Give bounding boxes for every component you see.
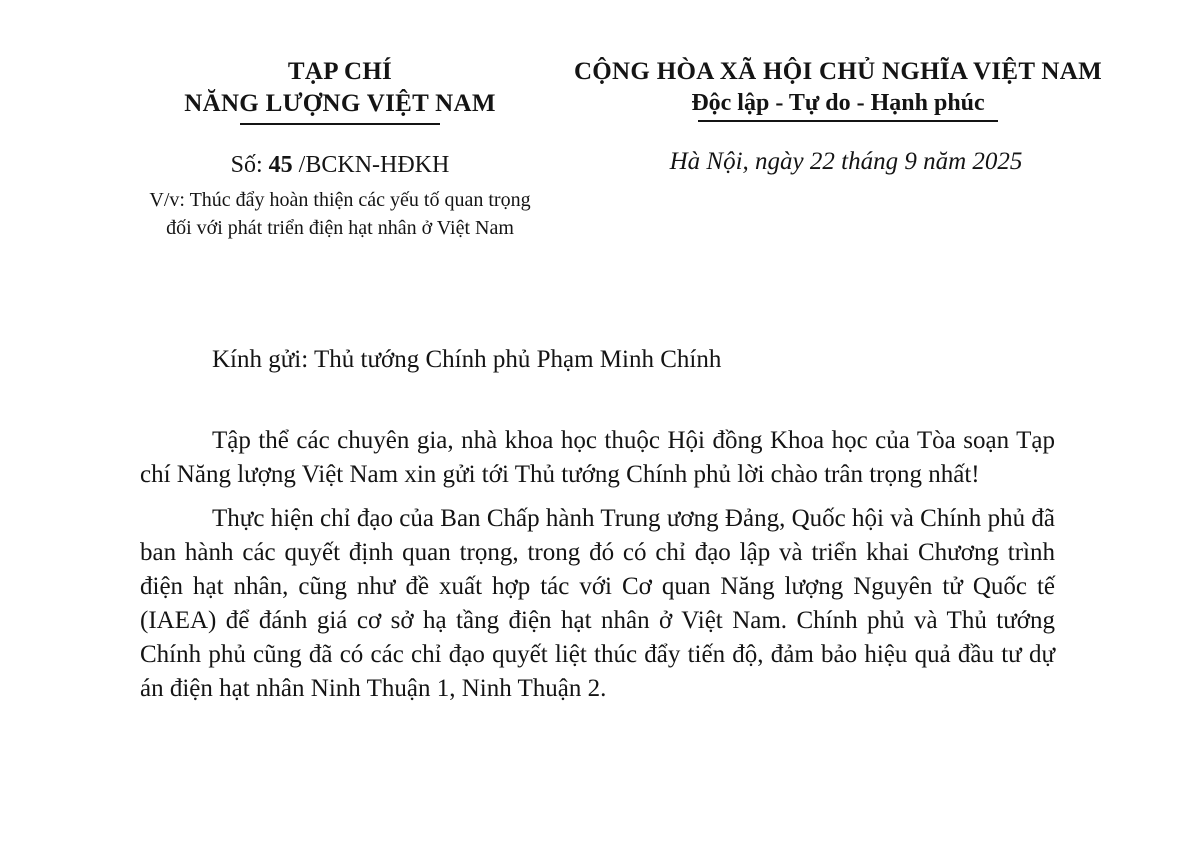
- document-number-suffix: /BCKN-HĐKH: [292, 152, 450, 178]
- body-paragraph-2: Thực hiện chỉ đạo của Ban Chấp hành Trung ương Đảng, Quốc hội và Chính phủ đã ban hành các quyết định quan trọng, trong đó có chỉ đạo lập và triển khai Chương trình điện hạt nhân, cũng như đề xuất hợp tác với Cơ quan Năng lượng Nguyên tử Quốc tế (IAEA) để đánh giá cơ sở hạ tầng điện hạt nhân ở Việt Nam. Chính phủ và Thủ tướng Chính phủ cũng đã có các chỉ đạo quyết liệt thúc đẩy tiến độ, đảm bảo hiệu quả đầu tư dự án điện hạt nhân Ninh Thuận 1, Ninh Thuận 2.: [140, 505, 1055, 702]
- document-number: [130, 150, 550, 180]
- national-header: [548, 56, 1128, 177]
- letter-body: [140, 424, 1055, 716]
- recipient-line: Kính gửi: Thủ tướng Chính phủ Phạm Minh Chính: [212, 346, 722, 373]
- place-and-date: Hà Nội, ngày 22 tháng 9 năm 2025: [669, 148, 1023, 175]
- issuer-name-line1: TẠP CHÍ: [287, 58, 393, 85]
- document-subject: V/v: Thúc đẩy hoàn thiện các yếu tố quan trọng đối với phát triển điện hạt nhân ở Việt Nam: [149, 189, 531, 239]
- document-number-value: 45: [268, 152, 293, 178]
- issuer-underline: [240, 123, 440, 125]
- national-motto: Độc lập - Tự do - Hạnh phúc: [691, 90, 985, 116]
- motto-underline: [698, 120, 998, 122]
- issuer-name-line2: NĂNG LƯỢNG VIỆT NAM: [184, 90, 496, 117]
- issuer-header: [130, 56, 550, 242]
- body-paragraph-1: Tập thể các chuyên gia, nhà khoa học thuộc Hội đồng Khoa học của Tòa soạn Tạp chí Năng lượng Việt Nam xin gửi tới Thủ tướng Chính phủ lời chào trân trọng nhất!: [140, 427, 1055, 488]
- document-number-prefix: Số:: [230, 152, 269, 178]
- nation-name: CỘNG HÒA XÃ HỘI CHỦ NGHĨA VIỆT NAM: [573, 58, 1103, 85]
